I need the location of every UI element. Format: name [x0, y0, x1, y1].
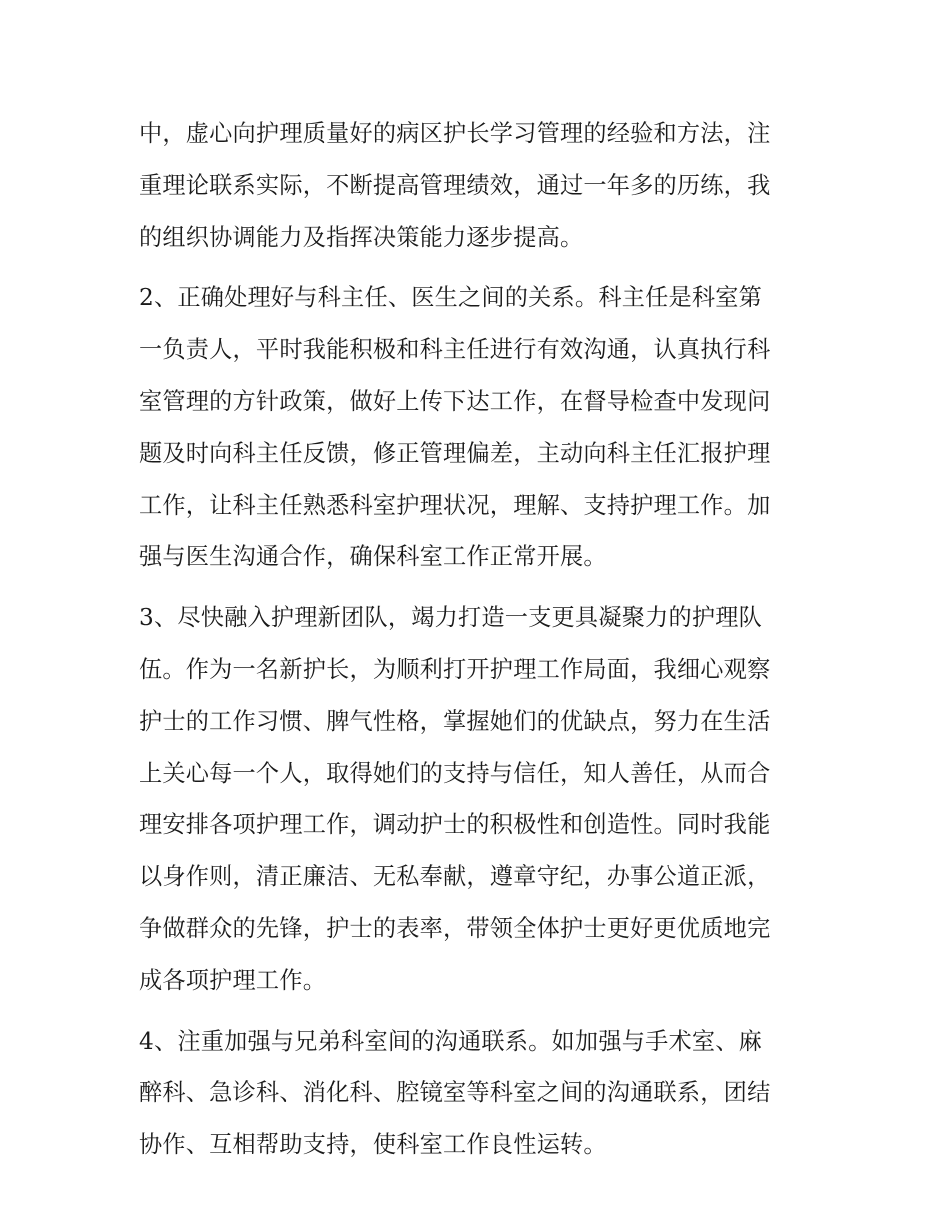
text-line: 室管理的方针政策，做好上传下达工作，在督导检查中发现问: [139, 387, 771, 415]
text-line: 醉科、急诊科、消化科、腔镜室等科室之间的沟通联系，团结: [139, 1079, 771, 1107]
text-line: 题及时向科主任反馈，修正管理偏差，主动向科主任汇报护理: [139, 439, 771, 467]
text-line: 4、注重加强与兄弟科室间的沟通联系。如加强与手术室、麻: [139, 1027, 763, 1055]
text-line: 3、尽快融入护理新团队，竭力打造一支更具凝聚力的护理队: [139, 604, 763, 632]
text-line: 护士的工作习惯、脾气性格，掌握她们的优缺点，努力在生活: [139, 707, 771, 735]
text-line: 上关心每一个人，取得她们的支持与信任，知人善任，从而合: [139, 759, 771, 787]
text-line: 的组织协调能力及指挥决策能力逐步提高。: [139, 223, 584, 251]
text-line: 理安排各项护理工作，调动护士的积极性和创造性。同时我能: [139, 811, 771, 839]
paragraph-continuation: [139, 108, 819, 263]
text-line: 重理论联系实际，不断提高管理绩效，通过一年多的历练，我: [139, 171, 771, 199]
document-body: [139, 108, 819, 1171]
text-line: 一负责人，平时我能积极和科主任进行有效沟通，认真执行科: [139, 336, 771, 364]
text-line: 伍。作为一名新护长，为顺利打开护理工作局面，我细心观察: [139, 655, 771, 683]
text-line: 以身作则，清正廉洁、无私奉献，遵章守纪，办事公道正派，: [139, 863, 771, 891]
text-line: 中，虚心向护理质量好的病区护长学习管理的经验和方法，注: [139, 120, 771, 147]
text-line: 成各项护理工作。: [139, 966, 327, 994]
text-line: 工作，让科主任熟悉科室护理状况，理解、支持护理工作。加: [139, 491, 771, 519]
text-line: 2、正确处理好与科主任、医生之间的关系。科主任是科室第: [139, 284, 763, 312]
paragraph-item-3: [139, 592, 819, 1006]
paragraph-item-2: [139, 272, 819, 583]
text-line: 协作、互相帮助支持，使科室工作良性运转。: [139, 1131, 607, 1159]
text-line: 争做群众的先锋，护士的表率，带领全体护士更好更优质地完: [139, 914, 771, 942]
text-line: 强与医生沟通合作，确保科室工作正常开展。: [139, 543, 607, 571]
paragraph-item-4: [139, 1016, 819, 1171]
